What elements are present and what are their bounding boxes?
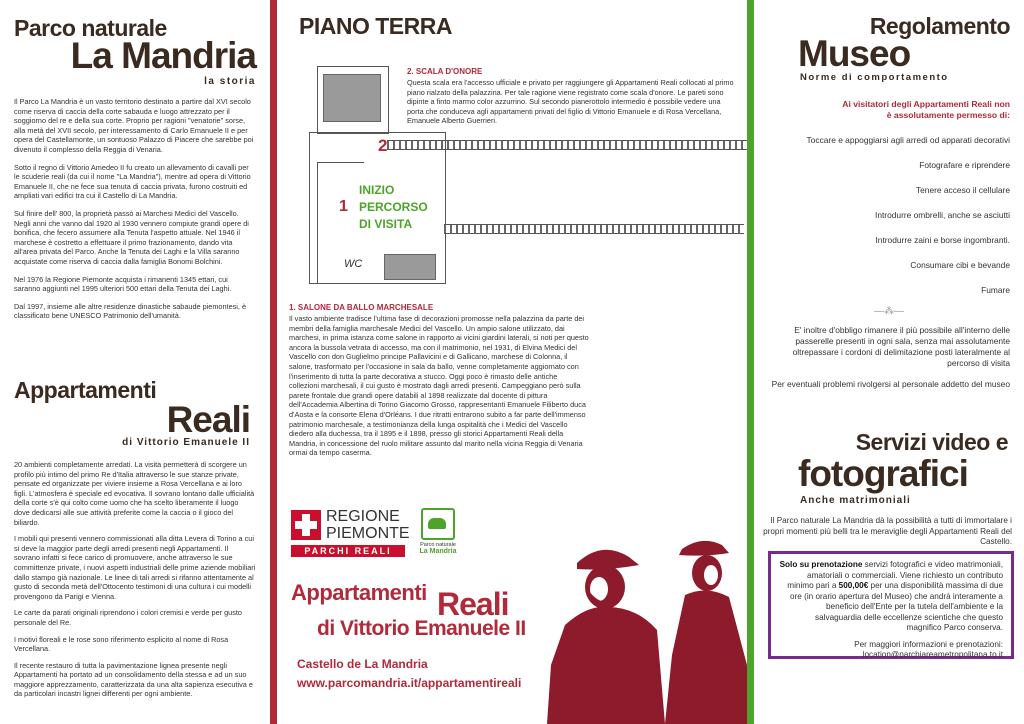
services-title-big: fotografici bbox=[798, 453, 968, 494]
apartments-title-big: Reali bbox=[166, 399, 250, 440]
apartments-paragraph: I mobili qui presenti vennero commissionati alla ditta Levera di Torino a cui si deve la maggior parte degli arredi presenti negli Appartamenti. Il sovrano infatti si fece carico di promuovere, anche attraverso le sue committenze private, i nuovi aspetti industriali delle prime aziende mobiliari dallo stampo già nazionale. Le linee di tali arredi si rifanno attentamente al gusto di seconda metà dell'Ottocento testimoni di una cultura i cui modelli provengono da Parigi e Vienna. bbox=[14, 534, 256, 601]
plan-number-2: 2 bbox=[378, 136, 388, 155]
apartments-subtitle: di Vittorio Emanuele II bbox=[122, 437, 250, 448]
obligation-text: E' inoltre d'obbligo rimanere il più possibile all'interno delle passerelle presenti in ogni sala, senza mai assolutamente oltrepassare i cordoni di delimitazione posti lateralmente al percorso di visita bbox=[792, 325, 1010, 368]
history-paragraph: Dal 1997, insieme alle altre residenze dinastiche sabaude piemontesi, è classificato bene UNESCO Patrimonio dell'umanità. bbox=[14, 301, 247, 321]
promo-title-big: Reali bbox=[437, 586, 509, 622]
horse-icon bbox=[421, 508, 455, 540]
rules-list bbox=[768, 135, 1010, 296]
ornament-divider: —⁂— bbox=[874, 306, 904, 317]
king-body bbox=[547, 607, 665, 724]
apartments-text bbox=[14, 460, 256, 699]
plan-start-line: PERCORSO bbox=[359, 200, 428, 214]
park-subtitle: la storia bbox=[204, 76, 256, 87]
plan-start-line: DI VISITA bbox=[359, 217, 413, 231]
parchi-reali-band: PARCHI REALI bbox=[291, 545, 405, 557]
floor-title: PIANO TERRA bbox=[299, 13, 452, 39]
divider-green bbox=[747, 0, 754, 724]
rules-intro: Ai visitatori degli Appartamenti Reali non è assolutamente permesso di: bbox=[842, 99, 1010, 120]
regione-line2: PIEMONTE bbox=[326, 525, 410, 542]
booking-email[interactable]: location@parchiareametropolitana.to.it bbox=[862, 650, 1003, 659]
scala-section bbox=[407, 67, 737, 126]
plan-start-line: INIZIO bbox=[359, 183, 395, 197]
salone-section bbox=[289, 303, 589, 458]
apartments-title-small: Appartamenti bbox=[14, 377, 157, 403]
apartments-paragraph: Le carte da parati originali riprendono i colori cremisi e verde per gusto personale del Re. bbox=[14, 608, 242, 627]
left-panel bbox=[0, 0, 270, 724]
apartments-paragraph: I motivi floreali e le rose sono riferimento esplicito al nome di Rosa Vercellana. bbox=[14, 634, 229, 654]
rule-item: Toccare e appoggiarsi agli arredi od apparati decorativi bbox=[806, 135, 1010, 145]
regione-emblem-icon bbox=[291, 510, 321, 540]
booking-price: 500,00€ bbox=[838, 581, 869, 590]
rule-item: Fumare bbox=[981, 285, 1010, 295]
rules-subtitle: Norme di comportamento bbox=[800, 72, 949, 83]
mandria-logo-name: La Mandria bbox=[419, 548, 457, 555]
scala-title: 2. SCALA D'ONORE bbox=[407, 67, 483, 76]
park-title-small: Parco naturale bbox=[14, 15, 167, 41]
plan-start-label bbox=[359, 182, 428, 233]
booking-text bbox=[779, 560, 1003, 634]
right-panel bbox=[754, 0, 1024, 724]
lady-body bbox=[665, 590, 747, 724]
rules-title-small: Regolamento bbox=[869, 13, 1010, 39]
regione-line1: REGIONE bbox=[326, 508, 400, 525]
rule-item: Introdurre ombrelli, anche se asciutti bbox=[875, 210, 1010, 220]
promo-title-small: Appartamenti bbox=[291, 580, 427, 605]
mandria-logo-small: Parco naturale bbox=[420, 542, 456, 548]
booking-info: Per maggiori informazioni e prenotazioni: bbox=[854, 639, 1003, 649]
royal-couple-illustration bbox=[547, 535, 747, 724]
rules-title-big: Museo bbox=[798, 33, 911, 74]
lady-hat-icon bbox=[679, 541, 729, 556]
booking-text-2: per una disponibilità massima di due ore (in orario apertura del Museo) che andrà interamente a beneficio dell'Ente per la tutela dell'ambiente e la salvaguardia delle eccellenze scientiche che questo magnifico Parco conserva. bbox=[790, 581, 1003, 632]
middle-panel bbox=[277, 0, 747, 724]
scala-text: Questa scala era l'accesso ufficiale e privato per raggiungere gli Appartamenti Reali collocati al primo piano rialzato della palazzina. Per tale ragione viene registrato come scala d'onore. Le pareti sono dipinte a finto marmo color azzurrino. Sul secondo pianerottolo intermedio è possibile vedere una porta che conduceva agli appartamenti privati del figlio di Vittorio Emanuele e di Rosa Vercellana, Emanuele Alberto Guerrieri. bbox=[407, 78, 734, 126]
salone-text: Il vasto ambiente tradisce l'ultima fase di decorazioni promosse nella palazzina da parte dei membri della famiglia marchesale Medici del Vascello. Un ampio salone utilizzato, dai marchesi, in prima istanza come salone in rapporto ai vicini giardini laterali, si noti per questo ancora la bussola vetrata di accesso, ma con il matrimonio, nel 1931, di Elvina Medici del Vascello con don Guglielmo principe Pallavicini e di Gallicano, marchese di Colonna, il salone, trasformato per l'occasione in sala da ballo, venne completamente aggiornato con l'inserimento di tutta la parte decorativa a stucco. Oggi poco è rimasto delle antiche collezioni marchesali, il cui gusto è mostrato dagli arredi presenti. Campeggiano però sulla parete frontale due grandi opere databili al 1898 realizzate dal docente di pittura dell'Accademia Albertina di Torino Giacomo Grosso, rappresentanti Emanuele Filiberto duca d'Aosta e la consorte Elena d'Orléans. I due ritratti entrarono subito a far parte dell'immenso patrimonio marchesale, a testimonianza della lunga ospitalità che i Medici del Vascello diedero alla duchessa, tra il 1895 e il 1898, presso gli storici Appartamenti Reali della Mandria, in concessione del ruolo militare assunto dal marito nella vicina Reggia di Venaria ormai da tempo caserma. bbox=[289, 314, 589, 458]
history-paragraph: Sotto il regno di Vittorio Amedeo II fu creato un allevamento di cavalli per le scuderie reali (da cui il nome "La Mandria"), mentre ad opera di Vittorio Emanuele II, che ne fece sua tenuta di caccia privata, furono costruiti ed ampliati vari edifici tra cui il Castello di La Mandria. bbox=[14, 162, 251, 201]
history-text bbox=[14, 97, 256, 321]
plan-number-1: 1 bbox=[339, 198, 348, 215]
contact-text: Per eventuali problemi rivolgersi al personale addetto del museo bbox=[771, 379, 1010, 389]
history-paragraph: Nel 1976 la Regione Piemonte acquista i rimanenti 1345 ettari, cui saranno aggiunti nel 1995 ulteriori 500 ettari della Tenuta dei Laghi. bbox=[14, 274, 232, 294]
services-title-small: Servizi video e bbox=[855, 429, 1008, 455]
plan-wc-label: WC bbox=[344, 258, 363, 270]
divider-red bbox=[270, 0, 277, 724]
website-link[interactable]: www.parcomandria.it/appartamentireali bbox=[297, 676, 522, 690]
history-paragraph: Il Parco La Mandria è un vasto territorio destinato a partire dal XVI secolo come riserva di caccia della corte sabauda e luogo attrezzato per il soggiorno del re e della sua corte. Proprio per ragioni "venatorie" sorse, alla metà del XVII secolo, per interessamento di Carlo Emanuele II e per opera del Castellamonte, un sontuoso Palazzo di Piacere che sarebbe poi divenuto il complesso della Reggia di Venaria. bbox=[14, 97, 254, 154]
castle-name: Castello de La Mandria bbox=[297, 657, 428, 671]
rule-item: Fotografare e riprendere bbox=[919, 160, 1010, 170]
booking-text-1: servizi fotografici e video matrimoniali, amatoriali o commerciali. Viene richiesto un contributo minimo pari a bbox=[787, 560, 1003, 590]
plan-wc-room bbox=[384, 254, 436, 280]
mandria-logo bbox=[413, 508, 463, 555]
apartments-paragraph: Il recente restauro di tutta la pavimentazione lignea presente negli Appartamenti ha portato ad un consolidamento della stessa e ad un suo maggiore apprezzamento, caratterizzata da una alta sapienza esecutiva e da particolari incastri lignei differenti per ogni ambiente. bbox=[14, 660, 253, 699]
history-paragraph: Sul finire dell' 800, la proprietà passò ai Marchesi Medici del Vascello. Negli anni che vanno dal 1920 al 1930 vennero compiute grandi opere di bonifica, che fecero assumere alla Tenuta l'aspetto attuale. Nel 1946 il marchese è costretto a effettuare il primo frazionamento, dando vita all'area privata del Parco. Anche la Tenuta dei Laghi e la Villa saranno acquistate come riserva di caccia dalla famiglia Bonomi Bolchini. bbox=[14, 208, 249, 266]
booking-box bbox=[768, 551, 1014, 659]
salone-title: 1. SALONE DA BALLO MARCHESALE bbox=[289, 303, 434, 312]
apartments-paragraph: 20 ambienti completamente arredati. La visita permetterà di scorgere un profilo più intimo del primo Re d'Italia attraverso le sue stanze private, pensate ed organizzate per viviere insieme a Rosa Vercellana e ai loro figli. L'atmosfera è speciale ed evocativa. Il sovrano lontano dalle ufficialità della corte s'è qui colto come uomo che ha scelto liberamente il luogo dove dedicarsi alle sue attività preferite come la caccia o il gioco del biliardo. bbox=[14, 460, 255, 527]
plan-colonnade-lower bbox=[444, 224, 744, 234]
rule-item: Tenere acceso il cellulare bbox=[915, 185, 1010, 195]
promo-subtitle: di Vittorio Emanuele II bbox=[317, 617, 526, 640]
plan-staircase-room bbox=[323, 74, 381, 122]
rule-item: Introdurre zaini e borse ingombranti. bbox=[875, 235, 1010, 245]
booking-bold: Solo su prenotazione bbox=[779, 560, 863, 569]
park-title-big: La Mandria bbox=[70, 35, 256, 76]
rule-item: Consumare cibi e bevande bbox=[910, 260, 1010, 270]
services-subtitle: Anche matrimoniali bbox=[800, 495, 911, 506]
services-text: Il Parco naturale La Mandria dà la possibilità a tutti di immortalare i propri momenti più belli tra le meraviglie degli Appartamenti Reali del Castello. bbox=[763, 516, 1012, 546]
